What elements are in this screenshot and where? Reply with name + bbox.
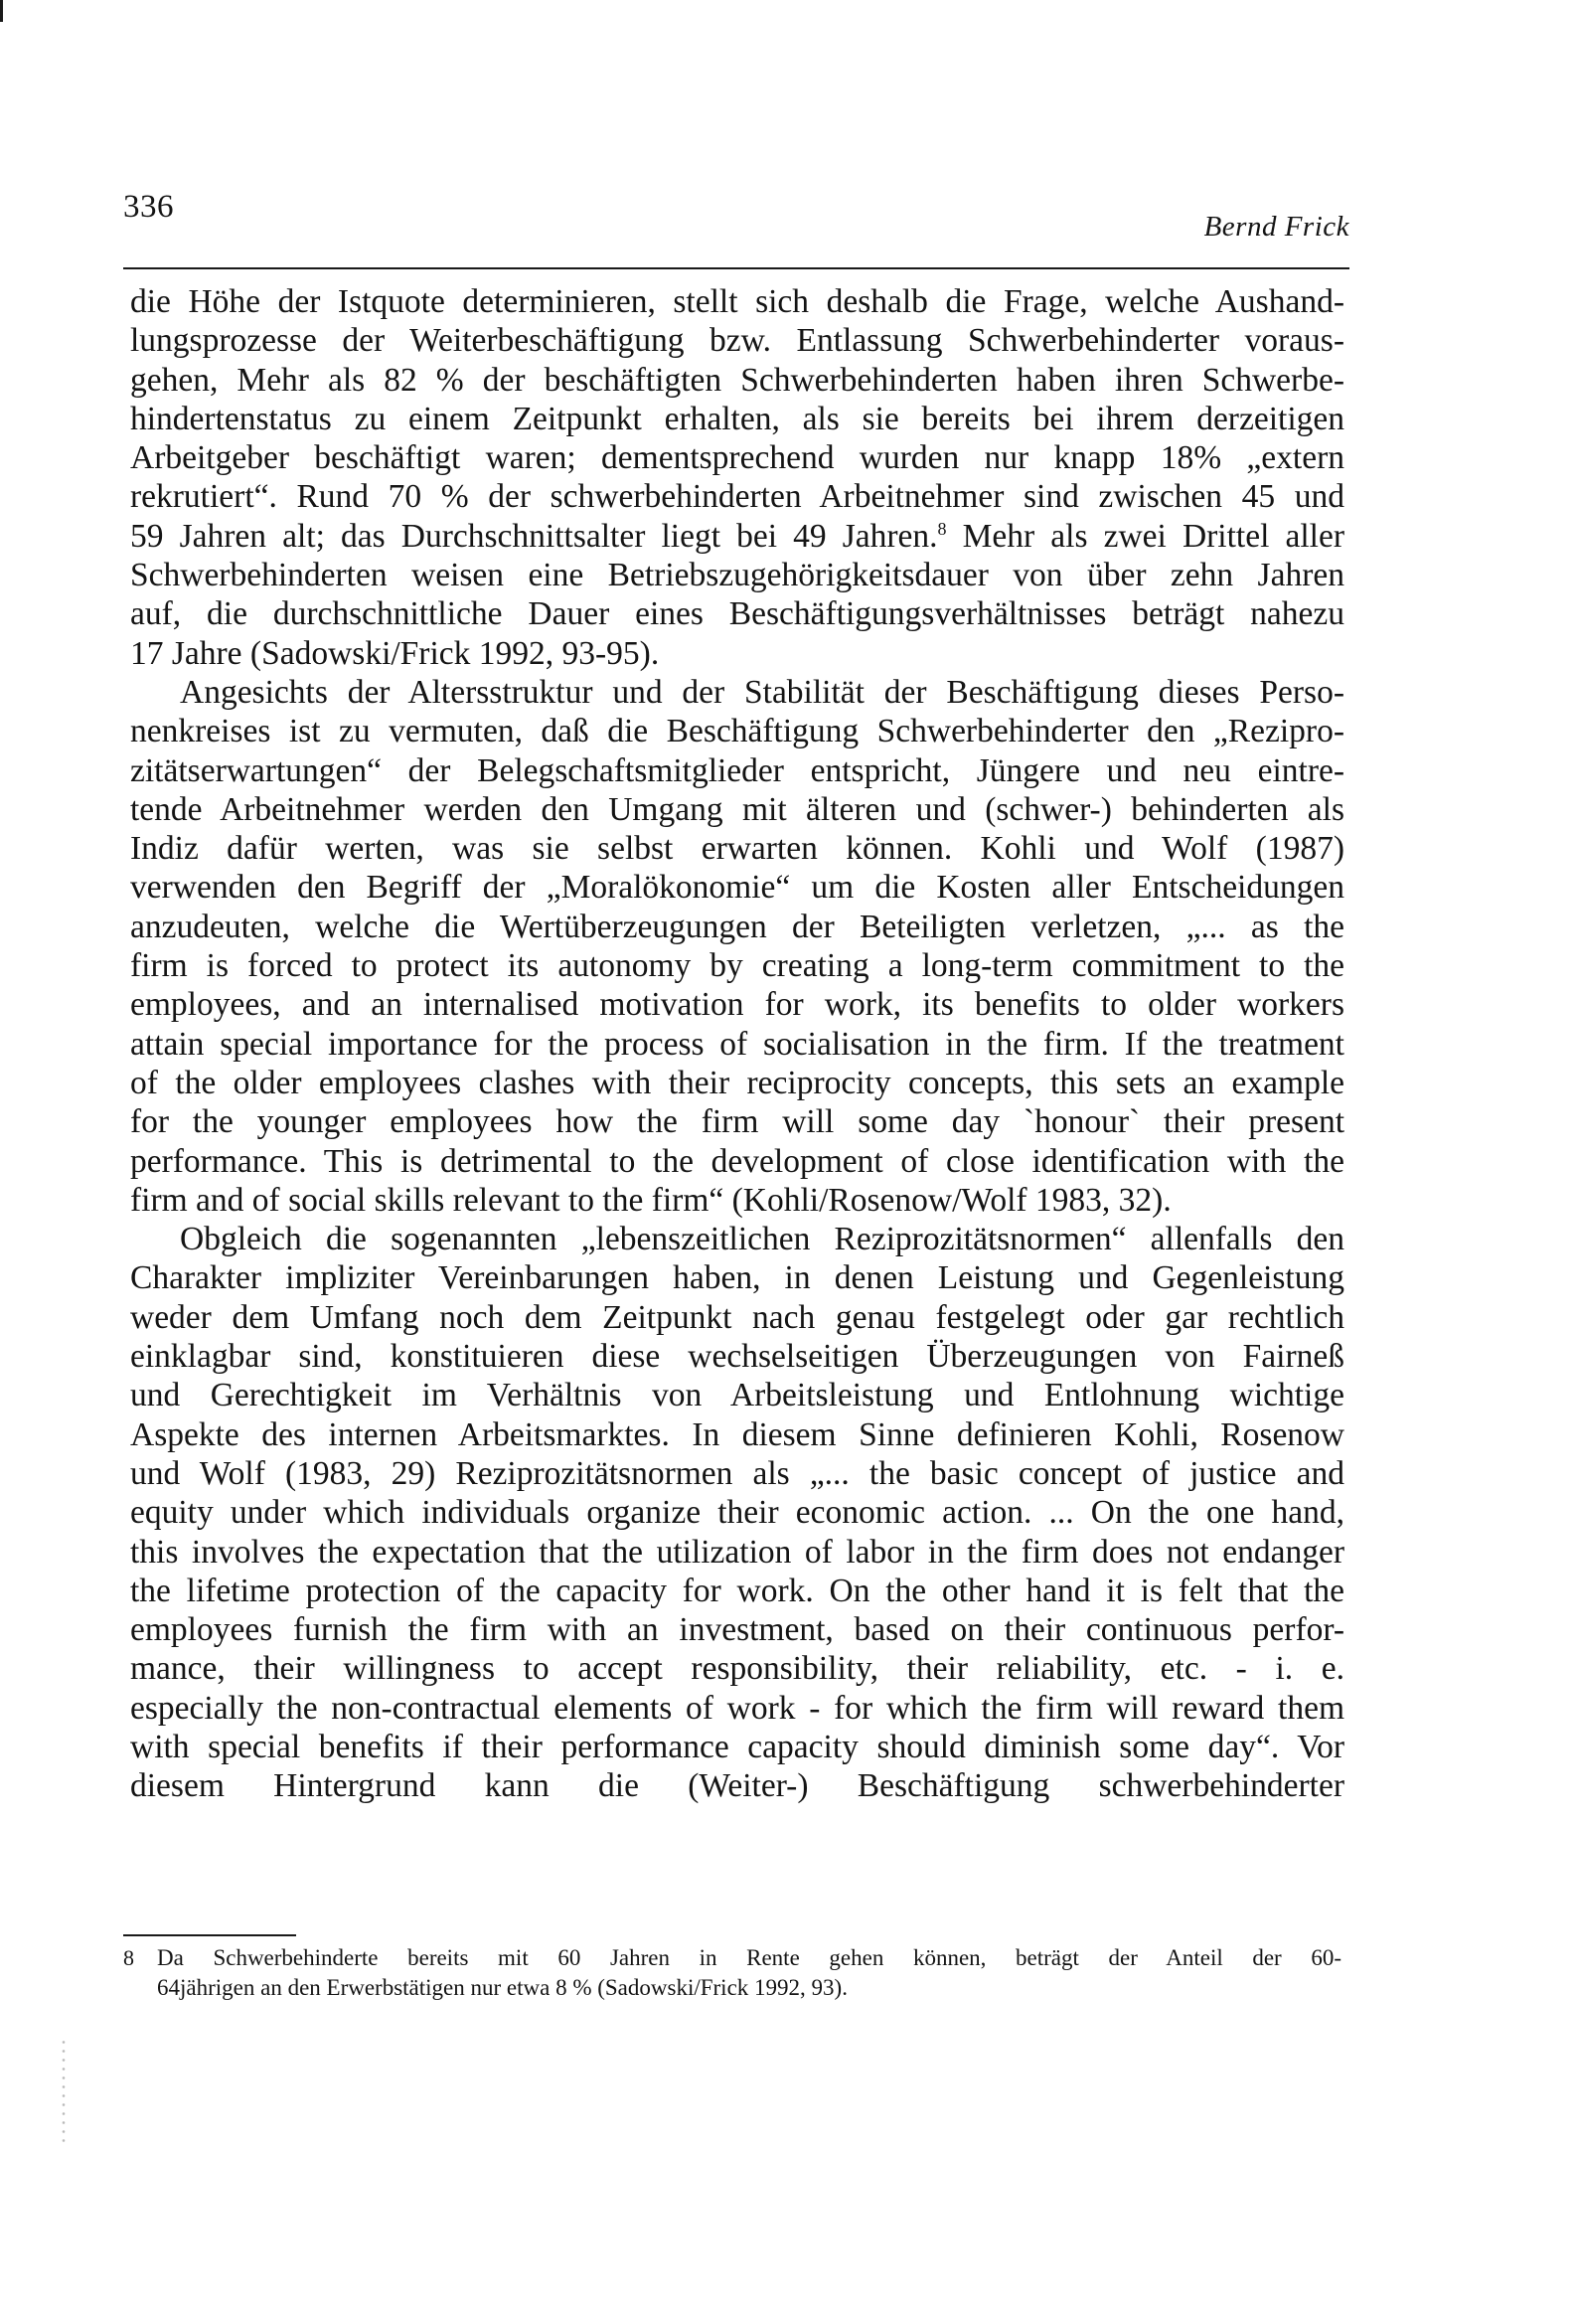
- text-line: this involves the expectation that the utilization of labor in the firm does not endanger: [130, 1533, 1344, 1571]
- text-line: Charakter impliziter Vereinbarungen haben, in denen Leistung und Gegenleistung: [130, 1259, 1344, 1297]
- text-line: 17 Jahre (Sadowski/Frick 1992, 93-95).: [130, 634, 660, 672]
- text-line: attain special importance for the process of socialisation in the firm. If the treatment: [130, 1025, 1344, 1063]
- footnote: [123, 1943, 1341, 2003]
- text-line: mance, their willingness to accept responsibility, their reliability, etc. - i. e.: [130, 1650, 1344, 1688]
- header-rule: [123, 267, 1349, 269]
- text-line: zitätserwartungen“ der Belegschaftsmitglieder entspricht, Jüngere und neu eintre-: [130, 751, 1344, 789]
- text-line: [130, 517, 1344, 556]
- text-line: rekrutiert“. Rund 70 % der schwerbehinderten Arbeitnehmer sind zwischen 45 und: [130, 478, 1344, 516]
- paragraph: [130, 1220, 1344, 1805]
- body-text: [130, 282, 1344, 1806]
- text-line: Arbeitgeber beschäftigt waren; dementsprechend wurden nur knapp 18% „extern: [130, 439, 1344, 477]
- footnote-line: Da Schwerbehinderte bereits mit 60 Jahren in Rente gehen können, beträgt der Anteil der 60-: [157, 1945, 1341, 1970]
- text-line: hindertenstatus zu einem Zeitpunkt erhalten, als sie bereits bei ihrem derzeitigen: [130, 400, 1344, 437]
- paragraph: [130, 673, 1344, 1220]
- text-line: lungsprozesse der Weiterbeschäftigung bzw. Entlassung Schwerbehinderter voraus-: [130, 322, 1344, 360]
- text-segment: 59 Jahren alt; das Durchschnittsalter liegt bei 49 Jahren.: [130, 517, 938, 555]
- scan-margin-specks: [60, 2038, 68, 2147]
- running-head-author: Bernd Frick: [1203, 211, 1349, 243]
- text-line: nenkreises ist zu vermuten, daß die Beschäftigung Schwerbehinderter den „Rezipro-: [130, 713, 1344, 750]
- text-line: Indiz dafür werten, was sie selbst erwarten können. Kohli und Wolf (1987): [130, 830, 1344, 868]
- text-line: especially the non-contractual elements of work - for which the firm will reward them: [130, 1689, 1344, 1727]
- text-line: auf, die durchschnittliche Dauer eines Beschäftigungsverhältnisses beträgt nahezu: [130, 595, 1344, 633]
- text-line: einklagbar sind, konstituieren diese wechselseitigen Überzeugungen von Fairneß: [130, 1338, 1344, 1376]
- page-number: 336: [123, 189, 174, 225]
- text-line: gehen, Mehr als 82 % der beschäftigten Schwerbehinderten haben ihren Schwerbe-: [130, 361, 1344, 399]
- text-line: for the younger employees how the firm will some day `honour` their present: [130, 1103, 1344, 1141]
- text-line: Schwerbehinderten weisen eine Betriebszugehörigkeitsdauer von über zehn Jahren: [130, 557, 1344, 594]
- text-line: tende Arbeitnehmer werden den Umgang mit älteren und (schwer-) behinderten als: [130, 790, 1344, 828]
- footnote-reference: 8: [937, 518, 947, 539]
- text-line: Obgleich die sogenannten „lebenszeitlichen Reziprozitätsnormen“ allenfalls den: [180, 1221, 1344, 1258]
- text-line: weder dem Umfang noch dem Zeitpunkt nach genau festgelegt oder gar rechtlich: [130, 1298, 1344, 1336]
- footnote-body: [157, 1943, 1341, 2003]
- text-line: the lifetime protection of the capacity for work. On the other hand it is felt that the: [130, 1572, 1344, 1609]
- footnote-line: 64jährigen an den Erwerbstätigen nur etwa 8 % (Sadowski/Frick 1992, 93).: [157, 1975, 848, 2000]
- text-line: verwenden den Begriff der „Moralökonomie“ um die Kosten aller Entscheidungen: [130, 869, 1344, 907]
- paragraph: [130, 282, 1344, 673]
- text-line: anzudeuten, welche die Wertüberzeugungen der Beteiligten verletzen, „... as the: [130, 908, 1344, 945]
- text-line: firm and of social skills relevant to the firm“ (Kohli/Rosenow/Wolf 1983, 32).: [130, 1181, 1172, 1219]
- text-line: Angesichts der Altersstruktur und der Stabilität der Beschäftigung dieses Perso-: [180, 673, 1344, 711]
- footnote-number: 8: [123, 1945, 134, 1970]
- text-line: equity under which individuals organize their economic action. ... On the one hand,: [130, 1494, 1344, 1532]
- text-line: employees furnish the firm with an investment, based on their continuous perfor-: [130, 1611, 1344, 1649]
- footnote-rule: [123, 1934, 296, 1936]
- text-line: firm is forced to protect its autonomy by creating a long-term commitment to the: [130, 947, 1344, 985]
- text-line: employees, and an internalised motivation for work, its benefits to older workers: [130, 986, 1344, 1024]
- text-line: und Wolf (1983, 29) Reziprozitätsnormen als „... the basic concept of justice and: [130, 1454, 1344, 1492]
- text-segment: Mehr als zwei Drittel aller: [946, 517, 1344, 555]
- scan-edge-mark: [0, 0, 3, 22]
- text-line: with special benefits if their performance capacity should diminish some day“. Vor: [130, 1728, 1344, 1765]
- text-line: Aspekte des internen Arbeitsmarktes. In diesem Sinne definieren Kohli, Rosenow: [130, 1415, 1344, 1453]
- text-line: und Gerechtigkeit im Verhältnis von Arbeitsleistung und Entlohnung wichtige: [130, 1377, 1344, 1414]
- text-line: die Höhe der Istquote determinieren, stellt sich deshalb die Frage, welche Aushand-: [130, 283, 1344, 320]
- text-line: of the older employees clashes with their reciprocity concepts, this sets an example: [130, 1064, 1344, 1101]
- text-line: diesem Hintergrund kann die (Weiter-) Beschäftigung schwerbehinderter: [130, 1767, 1344, 1805]
- text-line: performance. This is detrimental to the development of close identification with the: [130, 1142, 1344, 1180]
